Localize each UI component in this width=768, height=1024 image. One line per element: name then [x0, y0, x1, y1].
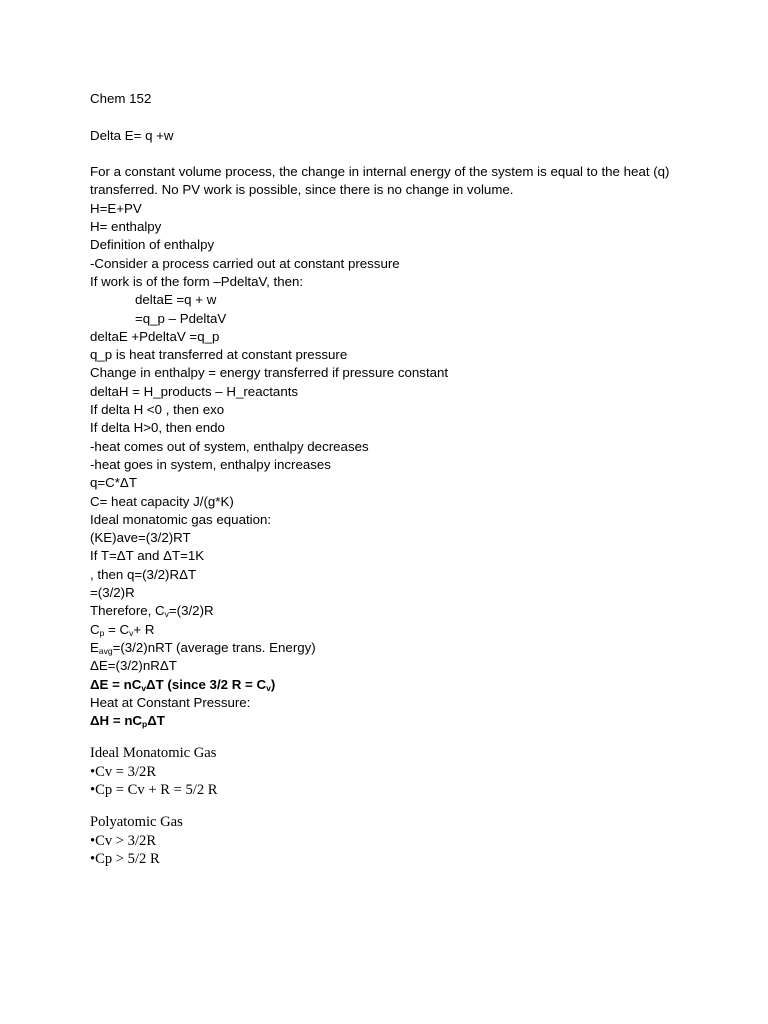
text-part: = C [104, 621, 130, 637]
text-line-indented: =q_p – PdeltaV [135, 310, 227, 326]
text-line: Change in enthalpy = energy transferred if pressure constant [90, 365, 449, 381]
bold-equation-de [90, 676, 690, 694]
text-line: =(3/2)R [90, 585, 135, 601]
section-heading-monatomic: Ideal Monatomic Gas [90, 745, 217, 762]
text-part: + R [133, 621, 155, 637]
text-line: q=C*ΔT [90, 475, 137, 491]
text-part: =(3/2)nRT (average trans. Energy) [112, 639, 316, 655]
text-part: ΔE = nC [90, 676, 142, 692]
subscript: v [164, 609, 169, 620]
section-heading-polyatomic: Polyatomic Gas [90, 814, 183, 831]
text-line: Ideal monatomic gas equation: [90, 511, 272, 527]
text-line: , then q=(3/2)RΔT [90, 566, 197, 582]
bullet-item: •Cv > 3/2R [90, 832, 157, 849]
subscript: v [129, 627, 134, 638]
text-line: If delta H>0, then endo [90, 420, 225, 436]
text-line: H= enthalpy [90, 219, 162, 235]
text-line: Heat at Constant Pressure: [90, 694, 251, 710]
text-part: C [90, 621, 100, 637]
text-line: If work is of the form –PdeltaV, then: [90, 273, 304, 289]
equation-line: Delta E= q +w [90, 127, 174, 143]
text-part: ΔT [147, 713, 165, 729]
text-part: Therefore, C [90, 603, 165, 619]
text-line: C= heat capacity J/(g*K) [90, 493, 234, 509]
text-line: deltaH = H_products – H_reactants [90, 383, 299, 399]
cp-line [90, 621, 690, 639]
bold-equation-dh [90, 712, 690, 730]
subscript: v [141, 682, 147, 693]
text-line-indented: deltaE =q + w [135, 292, 217, 308]
text-line: -Consider a process carried out at constant pressure [90, 255, 400, 271]
text-line: deltaE +PdeltaV =q_p [90, 328, 220, 344]
subscript: avg [98, 645, 113, 656]
bullet-item: •Cp = Cv + R = 5/2 R [90, 781, 218, 798]
subscript: v [266, 682, 271, 693]
subscript: p [142, 719, 148, 730]
paragraph: For a constant volume process, the change in internal energy of the system is equal to the heat (q) transferred. No PV work is possible, since there is no change in volume. [90, 164, 670, 198]
text-part: ) [270, 676, 276, 692]
eavg-line [90, 639, 690, 657]
text-part: ΔT (since 3/2 R = C [146, 676, 267, 692]
text-line: q_p is heat transferred at constant pressure [90, 347, 348, 363]
text-line: If T=ΔT and ΔT=1K [90, 548, 205, 564]
text-line: H=E+PV [90, 200, 142, 216]
text-line: ΔE=(3/2)nRΔT [90, 658, 177, 674]
text-line: Definition of enthalpy [90, 237, 215, 253]
text-line: (KE)ave=(3/2)RT [90, 530, 191, 546]
text-line: If delta H <0 , then exo [90, 402, 225, 418]
text-part: ΔH = nC [90, 713, 143, 729]
text-part: =(3/2)R [168, 603, 214, 619]
subscript: p [99, 627, 105, 638]
therefore-cv-line [90, 602, 690, 620]
bullet-item: •Cp > 5/2 R [90, 850, 160, 867]
text-line: -heat comes out of system, enthalpy decreases [90, 438, 369, 454]
doc-title: Chem 152 [90, 91, 152, 106]
document-content [90, 90, 690, 868]
text-part: E [90, 639, 99, 655]
text-line: -heat goes in system, enthalpy increases [90, 456, 331, 472]
bullet-item: •Cv = 3/2R [90, 763, 157, 780]
